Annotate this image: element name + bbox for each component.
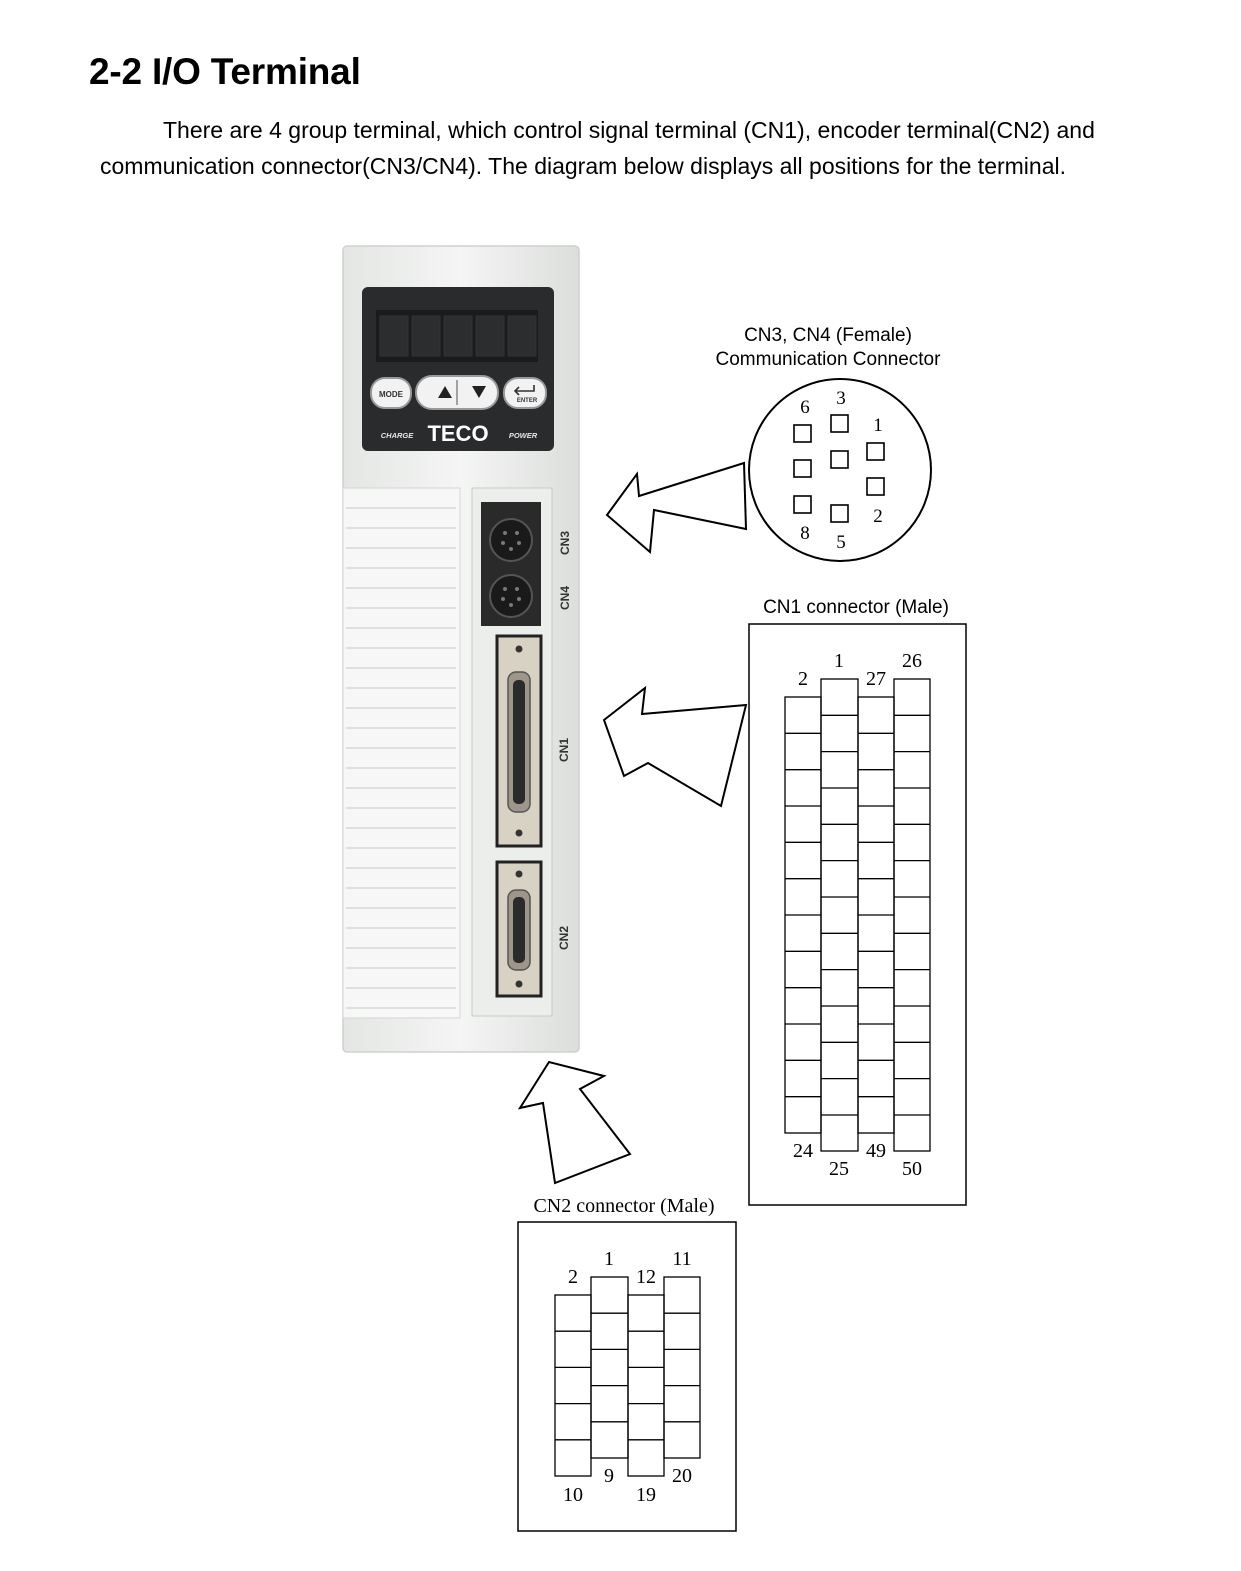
page-title: 2-2 I/O Terminal [89, 51, 361, 92]
intro-line-1: There are 4 group terminal, which control signal terminal (CN1), encoder terminal(CN2) and [163, 117, 1095, 143]
pin-label: 25 [829, 1158, 849, 1180]
pin-label: 26 [902, 650, 922, 672]
cn3-cn4-title-2: Communication Connector [715, 349, 941, 370]
pin-label: 1 [604, 1248, 614, 1270]
pin-label: 6 [800, 397, 810, 418]
cn3-port-label: CN3 [558, 530, 572, 556]
cn2-diagram [518, 1195, 736, 1531]
pin-label: 27 [866, 668, 886, 690]
pin-label: 50 [902, 1158, 922, 1180]
pin-label: 5 [836, 532, 846, 553]
pin-box [831, 505, 848, 522]
charge-label: CHARGE [380, 431, 414, 440]
pin-label: 10 [563, 1484, 583, 1506]
pin-label: 2 [873, 506, 883, 527]
pin-label: 3 [836, 388, 846, 409]
pin-label: 49 [866, 1140, 886, 1162]
mode-button-label: MODE [379, 390, 403, 399]
vent-cover [343, 488, 460, 1018]
cn3-cn4-diagram [716, 325, 942, 561]
cn4-port-label: CN4 [558, 585, 572, 611]
cn1-port-label: CN1 [557, 737, 571, 763]
cn2-title: CN2 connector (Male) [533, 1195, 715, 1217]
pin-label: 1 [834, 650, 844, 672]
power-label: POWER [508, 431, 538, 440]
cn2-frame [518, 1222, 736, 1531]
pin-label: 2 [798, 668, 808, 690]
intro-line-2: communication connector(CN3/CN4). The diagram below displays all positions for the terminal. [100, 153, 1066, 179]
pin-box [867, 443, 884, 460]
pin-box [794, 460, 811, 477]
pin-label: 19 [636, 1484, 656, 1506]
cn1-title: CN1 connector (Male) [763, 597, 949, 618]
pin-label: 11 [672, 1248, 692, 1270]
pin-box [794, 496, 811, 513]
arrow-cn1 [604, 688, 746, 806]
arrow-cn2 [520, 1062, 630, 1183]
pin-label: 2 [568, 1266, 578, 1288]
pin-box [831, 451, 848, 468]
pin-label: 8 [800, 523, 810, 544]
cn3-port [490, 519, 532, 561]
cn3-cn4-title-1: CN3, CN4 (Female) [744, 325, 912, 346]
pin-label: 20 [672, 1465, 692, 1487]
pin-label: 1 [873, 415, 883, 436]
pin-label: 9 [604, 1465, 614, 1487]
cn4-port [490, 575, 532, 617]
pin-label: 12 [636, 1266, 656, 1288]
enter-button-label: ENTER [516, 398, 538, 404]
cn1-diagram [749, 597, 966, 1205]
pin-box [867, 478, 884, 495]
pin-label: 24 [793, 1140, 813, 1162]
teco-logo: TECO [427, 421, 489, 446]
pin-box [794, 425, 811, 442]
arrow-cn3cn4 [607, 463, 746, 552]
servo-drive [343, 246, 579, 1052]
cn2-port-label: CN2 [557, 925, 571, 951]
pin-box [831, 415, 848, 432]
